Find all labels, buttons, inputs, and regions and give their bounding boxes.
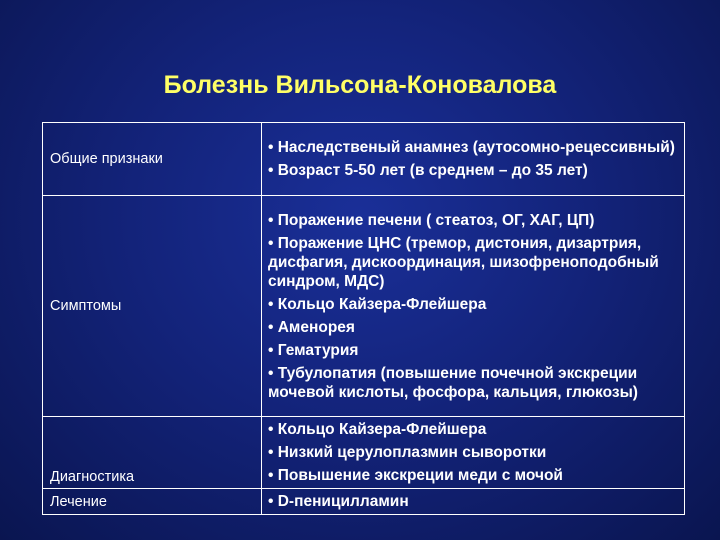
bullet-item: • Низкий церулоплазмин сыворотки bbox=[268, 444, 547, 461]
row-label-general: Общие признаки bbox=[43, 123, 262, 196]
row-content-treatment bbox=[262, 489, 685, 515]
table-row-diagnostics bbox=[43, 417, 685, 489]
bullet-item: • Поражение ЦНС (тремор, дистония, дизартрия, дисфагия, дискоординация, шизофреноподобный синдром, МДС) bbox=[268, 234, 659, 290]
bullet-item: • D-пеницилламин bbox=[268, 493, 409, 510]
bullet-item: • Поражение печени ( стеатоз, ОГ, ХАГ, ЦП) bbox=[268, 211, 595, 229]
row-content-general bbox=[262, 123, 685, 196]
table-row-treatment bbox=[43, 489, 685, 515]
bullet-item: • Кольцо Кайзера-Флейшера bbox=[268, 295, 487, 313]
table-row-symptoms bbox=[43, 196, 685, 417]
row-label-symptoms: Симптомы bbox=[43, 196, 262, 417]
bullet-item: • Гематурия bbox=[268, 341, 359, 359]
row-content-symptoms bbox=[262, 196, 685, 417]
row-content-diagnostics bbox=[262, 417, 685, 489]
bullet-item: • Повышение экскреции меди с мочой bbox=[268, 467, 563, 484]
row-label-diagnostics: Диагностика bbox=[43, 417, 262, 489]
bullet-item: • Наследственый анамнез (аутосомно-рецессивный) bbox=[268, 139, 675, 156]
row-label-treatment: Лечение bbox=[43, 489, 262, 515]
bullet-item: • Тубулопатия (повышение почечной экскреции мочевой кислоты, фосфора, кальция, глюкозы) bbox=[268, 364, 638, 401]
slide-title: Болезнь Вильсона-Коновалова bbox=[163, 71, 557, 99]
bullet-item: • Кольцо Кайзера-Флейшера bbox=[268, 421, 487, 438]
info-table bbox=[42, 122, 685, 515]
table-row-general bbox=[43, 123, 685, 196]
bullet-item: • Возраст 5-50 лет (в среднем – до 35 лет) bbox=[268, 162, 588, 179]
bullet-item: • Аменорея bbox=[268, 318, 355, 336]
